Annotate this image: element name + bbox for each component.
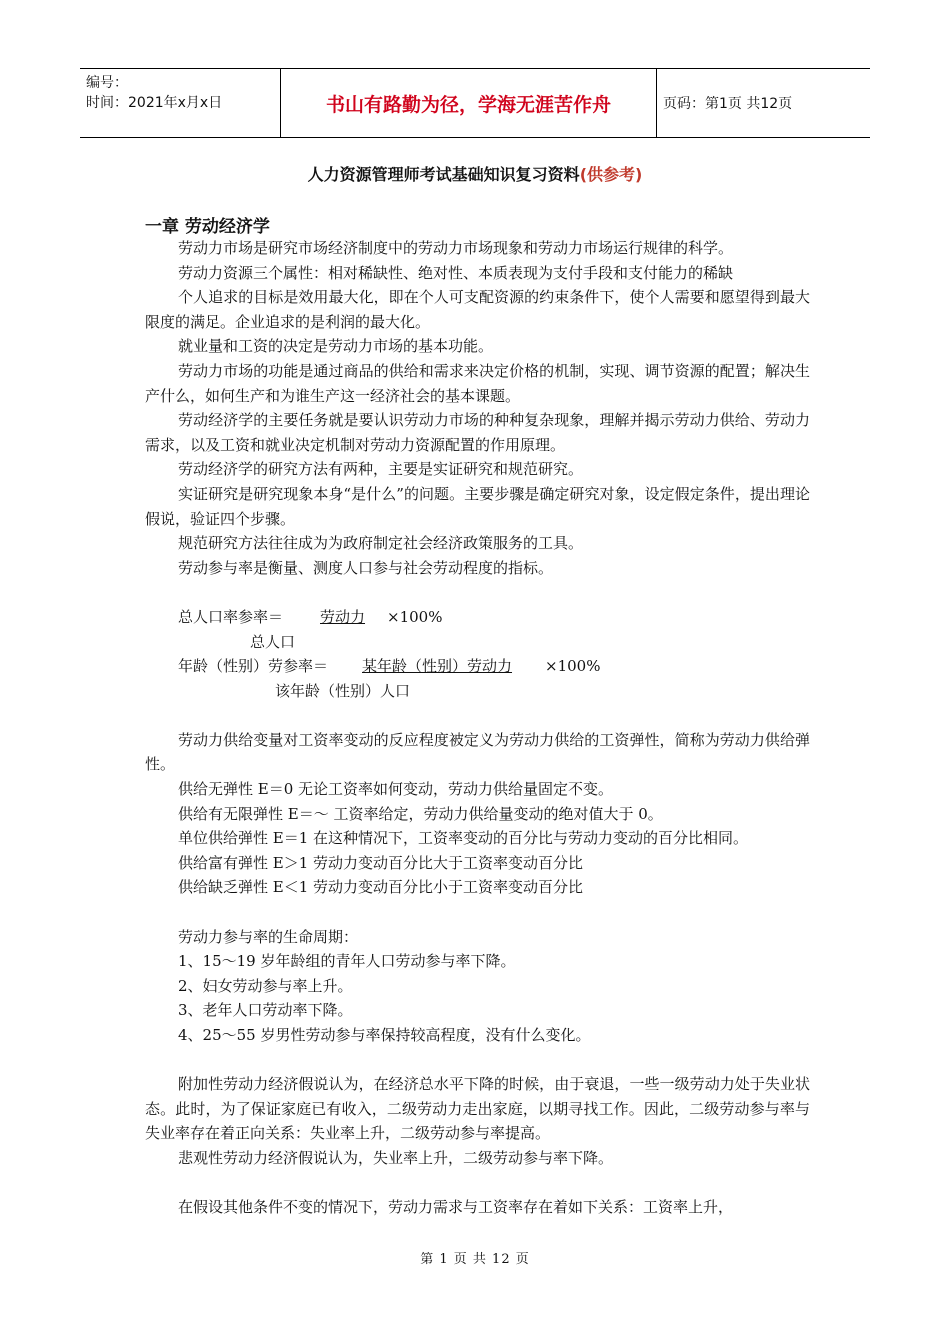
list-item: 3、老年人口劳动率下降。	[178, 1001, 353, 1020]
date-label: 时间：2021年x月x日	[86, 95, 223, 111]
formula-numerator: 劳动力	[320, 607, 366, 626]
header-motto: 书山有路勤为径，学海无涯苦作舟	[280, 69, 657, 137]
paragraph: 供给缺乏弹性 E＜1 劳动力变动百分比小于工资率变动百分比	[178, 878, 584, 897]
formula-age-participation	[145, 654, 810, 679]
document-header	[80, 68, 870, 138]
paragraph: 附加性劳动力经济假说认为，在经济总水平下降的时候，由于衰退，一些一级劳动力处于失业状态。此时，为了保证家庭已有收入，二级劳动力走出家庭，以期寻找工作。因此，二级劳动参与率与失业率存在着正向关系：失业率上升，二级劳动参与率提高。	[145, 1075, 810, 1143]
paragraph: 劳动经济学的主要任务就是要认识劳动力市场的种种复杂现象，理解并揭示劳动力供给、劳动力需求，以及工资和就业决定机制对劳动力资源配置的作用原理。	[145, 411, 810, 454]
formula-total-denominator-row	[145, 630, 810, 655]
paragraph: 在假设其他条件不变的情况下，劳动力需求与工资率存在着如下关系：工资率上升，	[178, 1198, 734, 1217]
paragraph: 劳动力参与率的生命周期：	[178, 927, 359, 946]
formula-numerator: 某年龄（性别）劳动力	[362, 657, 513, 676]
chapter-heading: 一章 劳动经济学	[145, 217, 270, 237]
formula-label: 年龄（性别）劳参率＝	[178, 657, 329, 676]
paragraph: 悲观性劳动力经济假说认为，失业率上升，二级劳动参与率下降。	[178, 1148, 614, 1167]
paragraph: 劳动力市场的功能是通过商品的供给和需求来决定价格的机制，实现、调节资源的配置；解决生产什么，如何生产和为谁生产这一经济社会的基本课题。	[145, 361, 810, 405]
header-page-info: 页码：第1页 共12页	[663, 96, 793, 112]
paragraph: 劳动参与率是衡量、测度人口参与社会劳动程度的指标。	[178, 558, 554, 577]
paragraph: 规范研究方法往往成为为政府制定社会经济政策服务的工具。	[178, 534, 584, 553]
formula-age-denominator-row	[145, 679, 810, 704]
document-title	[0, 162, 950, 185]
formula-denominator: 总人口	[250, 632, 296, 651]
paragraph: 就业量和工资的决定是劳动力市场的基本功能。	[178, 337, 494, 356]
paragraph: 劳动经济学的研究方法有两种，主要是实证研究和规范研究。	[178, 460, 584, 479]
paragraph: 劳动力资源三个属性：相对稀缺性、绝对性、本质表现为支付手段和支付能力的稀缺	[178, 263, 734, 282]
formula-denominator: 该年龄（性别）人口	[275, 681, 411, 700]
formula-multiplier: ×100%	[387, 607, 443, 626]
formula-total-participation	[145, 605, 810, 630]
paragraph: 供给无弹性 E＝0 无论工资率如何变动，劳动力供给量固定不变。	[178, 780, 614, 799]
code-label: 编号：	[86, 75, 128, 91]
list-item: 1、15～19 岁年龄组的青年人口劳动参与率下降。	[178, 952, 516, 971]
title-note: (供参考)	[579, 165, 643, 184]
header-meta	[80, 69, 280, 137]
page-footer: 第 1 页 共 12 页	[420, 1252, 530, 1267]
document-body	[145, 236, 810, 1220]
formula-multiplier: ×100%	[545, 657, 601, 676]
paragraph: 单位供给弹性 E＝1 在这种情况下，工资率变动的百分比与劳动力变动的百分比相同。	[178, 829, 749, 848]
list-item: 4、25～55 岁男性劳动参与率保持较高程度，没有什么变化。	[178, 1026, 591, 1044]
paragraph: 供给有无限弹性 E＝～ 工资率给定，劳动力供给量变动的绝对值大于 0。	[178, 804, 663, 823]
paragraph: 实证研究是研究现象本身“是什么”的问题。主要步骤是确定研究对象，设定假定条件，提出理论假说，验证四个步骤。	[145, 484, 810, 528]
paragraph: 劳动力供给变量对工资率变动的反应程度被定义为劳动力供给的工资弹性，简称为劳动力供给弹性。	[145, 730, 810, 774]
formula-label: 总人口率参率＝	[178, 607, 284, 626]
paragraph: 供给富有弹性 E＞1 劳动力变动百分比大于工资率变动百分比	[178, 853, 584, 872]
paragraph: 劳动力市场是研究市场经济制度中的劳动力市场现象和劳动力市场运行规律的科学。	[178, 239, 734, 257]
list-item: 2、妇女劳动参与率上升。	[178, 976, 353, 995]
title-main: 人力资源管理师考试基础知识复习资料	[307, 165, 580, 184]
paragraph: 个人追求的目标是效用最大化，即在个人可支配资源的约束条件下，使个人需要和愿望得到最大限度的满足。企业追求的是利润的最大化。	[145, 288, 810, 331]
